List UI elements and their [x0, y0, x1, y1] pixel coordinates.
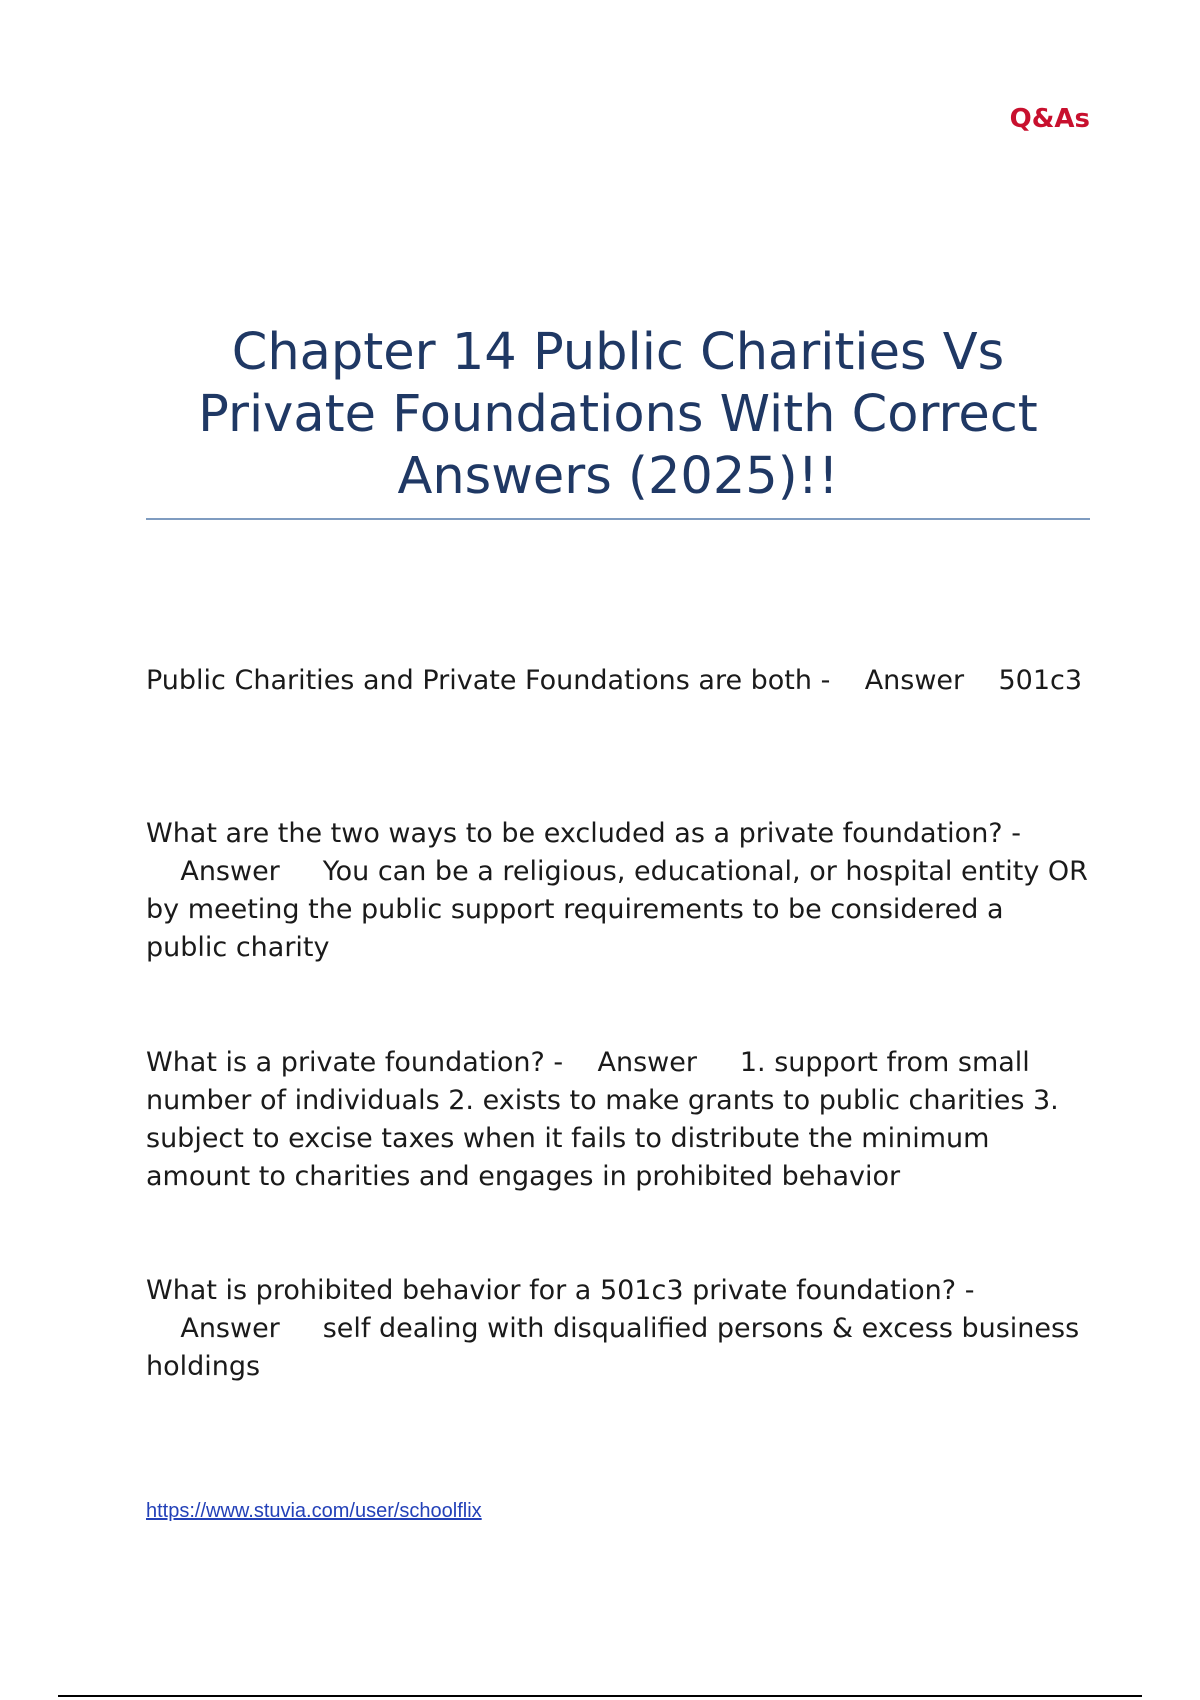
- question-text: What are the two ways to be excluded as a private foundation? -: [146, 818, 1021, 849]
- answer-text: 1. support from small number of individuals 2. exists to make grants to public charities 3. subject to excise taxes when it fails to distribute the minimum amount to charities and engages in prohibited behavior: [146, 1047, 1059, 1192]
- answer-label: Answer: [864, 665, 965, 696]
- qa-item-2: [146, 815, 1090, 967]
- page-title: Chapter 14 Public Charities Vs Private Foundations With Correct Answers (2025)!!: [198, 323, 1038, 506]
- answer-label: Answer: [597, 1047, 697, 1078]
- question-text: What is a private foundation? -: [146, 1047, 564, 1078]
- qa-item-4: [146, 1272, 1090, 1386]
- title-divider: [146, 518, 1090, 520]
- answer-text: You can be a religious, educational, or hospital entity OR by meeting the public support requirements to be considered a public charity: [146, 856, 1088, 963]
- answer-text: self dealing with disqualified persons & excess business holdings: [146, 1313, 1080, 1382]
- answer-text: 501c3: [998, 665, 1083, 696]
- footer-divider: [58, 1695, 1142, 1697]
- answer-label: Answer: [180, 856, 280, 887]
- answer-label: Answer: [180, 1313, 280, 1344]
- qa-item-3: [146, 1044, 1090, 1196]
- question-text: What is prohibited behavior for a 501c3 private foundation? -: [146, 1275, 975, 1306]
- source-link[interactable]: https://www.stuvia.com/user/schoolflix: [146, 1500, 482, 1522]
- qas-tag: Q&As: [1009, 104, 1090, 134]
- qa-item-1: [146, 662, 1090, 700]
- question-text: Public Charities and Private Foundations are both -: [146, 665, 831, 696]
